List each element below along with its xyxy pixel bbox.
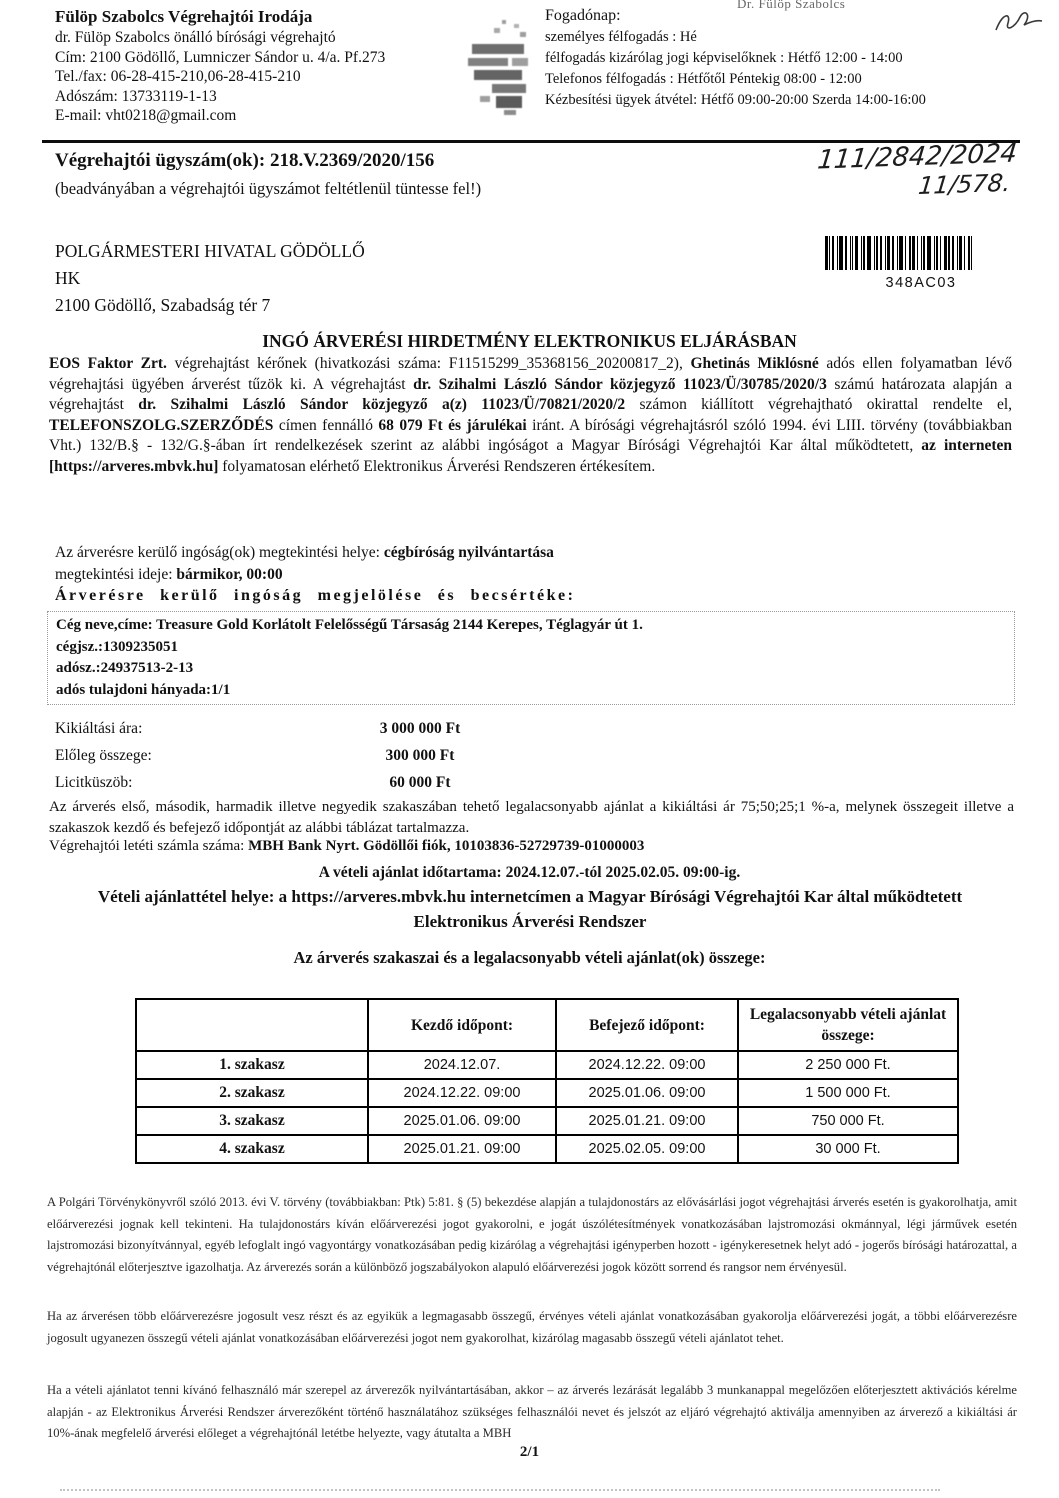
recipient-name: POLGÁRMESTERI HIVATAL GÖDÖLLŐ bbox=[55, 241, 365, 261]
header-cell-empty bbox=[136, 999, 368, 1051]
auction-table-caption: Az árverés szakaszai és a legalacsonyabb vételi ajánlat(ok) összege: bbox=[293, 948, 766, 967]
start-cell: 2024.12.07. bbox=[368, 1051, 556, 1079]
viewing-place-line: Az árverésre kerülő ingóság(ok) megtekintési helye: cégbíróság nyilvántartása bbox=[55, 544, 554, 561]
barcode-label: 348AC03 bbox=[885, 275, 957, 291]
offer-place-line: Vételi ajánlattétel helye: a https://arveres.mbvk.hu internetcímen a Magyar Bírósági Végrehajtói Kar által működtetett Elektronikus Árverési Rendszer bbox=[97, 887, 963, 931]
stage-cell: 3. szakasz bbox=[136, 1107, 368, 1135]
reception-line: személyes félfogadás : Hé bbox=[545, 29, 697, 45]
price-list bbox=[55, 720, 655, 801]
office-address: Cím: 2100 Gödöllő, Lumniczer Sándor u. 4/a. Pf.273 bbox=[55, 48, 386, 66]
min-offer-cell: 750 000 Ft. bbox=[738, 1107, 958, 1135]
price-value: 300 000 Ft bbox=[385, 747, 455, 764]
legal-paragraph-3: Ha a vételi ajánlatot tenni kívánó felhasználó már szerepel az árverezők nyilvántartásában, akkor – az árverés lezárását legalább 3 munkanappal megelőzően előterjesztett aktivációs kérelme alapján - az Elektronikus Árverési Rendszer árverezőként történő használatához szükséges felhasználói nevet és jelszót az eljáró végrehajtó aktiválja amennyiben az árverező a kikiáltási ár 10%-ának megfelelő árverési előleget a végrehajtónál letétbe helyezte, vagy átutalta a MBH bbox=[47, 1383, 1017, 1440]
intro-paragraph: EOS Faktor Zrt. végrehajtást kérőnek (hivatkozási száma: F11515299_35368156_20200817_2), Ghetinás Miklósné adós ellen folyamatban lévő végrehajtási ügyében árverést tűzök ki. A végrehajtást dr. Szihalmi László Sándor közjegyző 11023/Ü/30785/2020/3 számú határozata alapján a végrehajtást dr. Szihalmi László Sándor közjegyző a(z) 11023/Ü/70821/2020/2 számon kiállított végrehajtható okirattal rendelte el, TELEFONSZOLG.SZERZŐDÉS címen fennálló 68 079 Ft és járulékai iránt. A bírósági végrehajtásról szóló 1994. évi LIII. törvény (továbbiakban Vht.) 132/B.§ - 132/G.§-ában írt rendelkezések szerint az alábbi ingóságot a Magyar Bírósági Végrehajtói Kar által működtetett, az interneten [https://arveres.mbvk.hu] folyamatosan elérhető Elektronikus Árverési Rendszeren értékesítem. bbox=[49, 355, 1013, 475]
viewing-time-line: megtekintési ideje: bármikor, 00:00 bbox=[55, 566, 283, 583]
office-tax-number: Adószám: 13733119-1-13 bbox=[55, 87, 217, 105]
auction-stages-table bbox=[135, 998, 959, 1164]
price-row bbox=[55, 747, 655, 774]
reception-hours-block bbox=[545, 5, 926, 111]
stage-cell: 4. szakasz bbox=[136, 1135, 368, 1163]
price-label: Licitküszöb: bbox=[55, 774, 133, 791]
page-number: 2/1 bbox=[519, 1444, 540, 1460]
coat-of-arms-stamp-icon bbox=[466, 18, 532, 116]
header-cell-start: Kezdő időpont: bbox=[368, 999, 556, 1051]
price-label: Előleg összege: bbox=[55, 747, 152, 764]
barcode-block bbox=[823, 236, 1019, 291]
price-label: Kikiáltási ára: bbox=[55, 720, 143, 737]
price-value: 3 000 000 Ft bbox=[379, 720, 461, 737]
reception-title: Fogadónap: bbox=[545, 7, 621, 24]
min-offer-cell: 1 500 000 Ft. bbox=[738, 1079, 958, 1107]
start-cell: 2025.01.21. 09:00 bbox=[368, 1135, 556, 1163]
table-row bbox=[136, 1079, 958, 1107]
stages-paragraph: Az árverés első, második, harmadik illetve negyedik szakaszában tehető legalacsonyabb ajánlat a kikiáltási ár 75;50;25;1 %-a, melynek összegeit illetve a szakaszok kezdő és befejező időpontját az alábbi táblázat tartalmazza. bbox=[49, 799, 1014, 836]
item-tax-number: adósz.:24937513-2-13 bbox=[56, 660, 194, 676]
scan-artifact-line bbox=[60, 1489, 940, 1491]
end-cell: 2025.01.06. 09:00 bbox=[556, 1079, 738, 1107]
header-cell-min-offer: Legalacsonyabb vételi ajánlat összege: bbox=[738, 999, 958, 1051]
bailiff-name: dr. Fülöp Szabolcs önálló bírósági végrehajtó bbox=[55, 29, 336, 46]
start-cell: 2025.01.06. 09:00 bbox=[368, 1107, 556, 1135]
item-section-heading: Árverésre kerülő ingóság megjelölése és becsértéke: bbox=[55, 587, 576, 604]
legal-paragraph-1: A Polgári Törvénykönyvről szóló 2013. évi V. törvény (továbbiakban: Ptk) 5:81. § (5) bekezdése alapján a tulajdonostárs az elővásárlási jogot végrehajtási árverés esetén is gyakorolhatja, amit előárverezési jognak kell tekinteni. Ha tulajdonostárs kíván előárverezési jogot gyakorolni, e jogát úszólétesítmények vonatkozásában lajstromozási okmánnyal, légi járművek esetén lajstromozási bizonyítvánnyal, egyéb lefoglalt ingó vagyontárgy vonatkozásában pedig kizárólag a végrehajtási igényperben hozott - igénykeresetnek helyt adó - jogerős bírósági határozattal, a végrehajtónál előterjesztve igazolhatja. Az árverezés során a különböző jogszabályokon alapuló előárverezési jogok között sorrend és rangsor nem érvényesül. bbox=[47, 1195, 1017, 1274]
table-row bbox=[136, 1107, 958, 1135]
signature-scribble bbox=[993, 8, 1045, 45]
reception-line: félfogadás kizárólag jogi képviselőknek : Hétfő 12:00 - 14:00 bbox=[545, 50, 903, 66]
case-number-heading: Végrehajtói ügyszám(ok): 218.V.2369/2020/156 bbox=[55, 150, 435, 171]
legal-paragraph-2: Ha az árverésen több előárverezésre jogosult vesz részt és az egyikük a legmagasabb összegű, érvényes vételi ajánlat vonatkozásában gyakorolja előárverezési jogát, a többi előárverezésre jogosult ugyanezen összegű vételi ajánlat vonatkozásában előárverezési jogot nem gyakorolhat, kizárólag magasabb összegű vételi ajánlatot tehet. bbox=[47, 1309, 1017, 1345]
min-offer-cell: 30 000 Ft. bbox=[738, 1135, 958, 1163]
case-number-note: (beadványában a végrehajtói ügyszámot feltétlenül tüntesse fel!) bbox=[55, 179, 482, 198]
reception-line: Telefonos félfogadás : Hétfőtől Péntekig 08:00 - 12:00 bbox=[545, 71, 862, 87]
offer-period-line: A vételi ajánlat időtartama: 2024.12.07.-tól 2025.02.05. 09:00-ig. bbox=[318, 864, 741, 881]
document-title: INGÓ ÁRVERÉSI HIRDETMÉNY ELEKTRONIKUS ELJÁRÁSBAN bbox=[262, 331, 797, 351]
table-row bbox=[136, 1135, 958, 1163]
office-phone: Tel./fax: 06-28-415-210,06-28-415-210 bbox=[55, 68, 301, 85]
deposit-account-line: Végrehajtói letéti számla száma: MBH Bank Nyrt. Gödöllői fiók, 10103836-52729739-01000003 bbox=[49, 838, 645, 854]
header-cell-end: Befejező időpont: bbox=[556, 999, 738, 1051]
start-cell: 2024.12.22. 09:00 bbox=[368, 1079, 556, 1107]
handwritten-case-numbers bbox=[817, 139, 1018, 204]
table-row bbox=[136, 1051, 958, 1079]
item-ownership-share: adós tulajdoni hányada:1/1 bbox=[56, 681, 231, 698]
item-registry-number: cégjsz.:1309235051 bbox=[56, 638, 179, 655]
stage-cell: 1. szakasz bbox=[136, 1051, 368, 1079]
min-offer-cell: 2 250 000 Ft. bbox=[738, 1051, 958, 1079]
stage-cell: 2. szakasz bbox=[136, 1079, 368, 1107]
end-cell: 2025.01.21. 09:00 bbox=[556, 1107, 738, 1135]
faded-name-overlay: Dr. Fülöp Szabolcs bbox=[737, 0, 846, 11]
end-cell: 2025.02.05. 09:00 bbox=[556, 1135, 738, 1163]
recipient-dept: HK bbox=[55, 268, 81, 288]
barcode-icon bbox=[823, 236, 1019, 270]
table-header-row bbox=[136, 999, 958, 1051]
office-email: E-mail: vht0218@gmail.com bbox=[55, 107, 237, 124]
handwritten-number-2: 11/578. bbox=[917, 168, 1013, 201]
auction-item-box bbox=[47, 611, 1015, 705]
item-company-line: Cég neve,címe: Treasure Gold Korlátolt Felelősségű Társaság 2144 Kerepes, Téglagyár út 1. bbox=[56, 617, 643, 633]
end-cell: 2024.12.22. 09:00 bbox=[556, 1051, 738, 1079]
price-row bbox=[55, 720, 655, 747]
sender-office-block bbox=[55, 6, 385, 126]
recipient-block bbox=[55, 238, 365, 319]
recipient-address: 2100 Gödöllő, Szabadság tér 7 bbox=[55, 295, 271, 315]
reception-line: Kézbesítési ügyek átvétel: Hétfő 09:00-20:00 Szerda 14:00-16:00 bbox=[545, 92, 926, 108]
office-name: Fülöp Szabolcs Végrehajtói Irodája bbox=[55, 7, 313, 26]
price-value: 60 000 Ft bbox=[389, 774, 451, 791]
handwritten-number-1: 111/2842/2024 bbox=[815, 138, 1019, 176]
